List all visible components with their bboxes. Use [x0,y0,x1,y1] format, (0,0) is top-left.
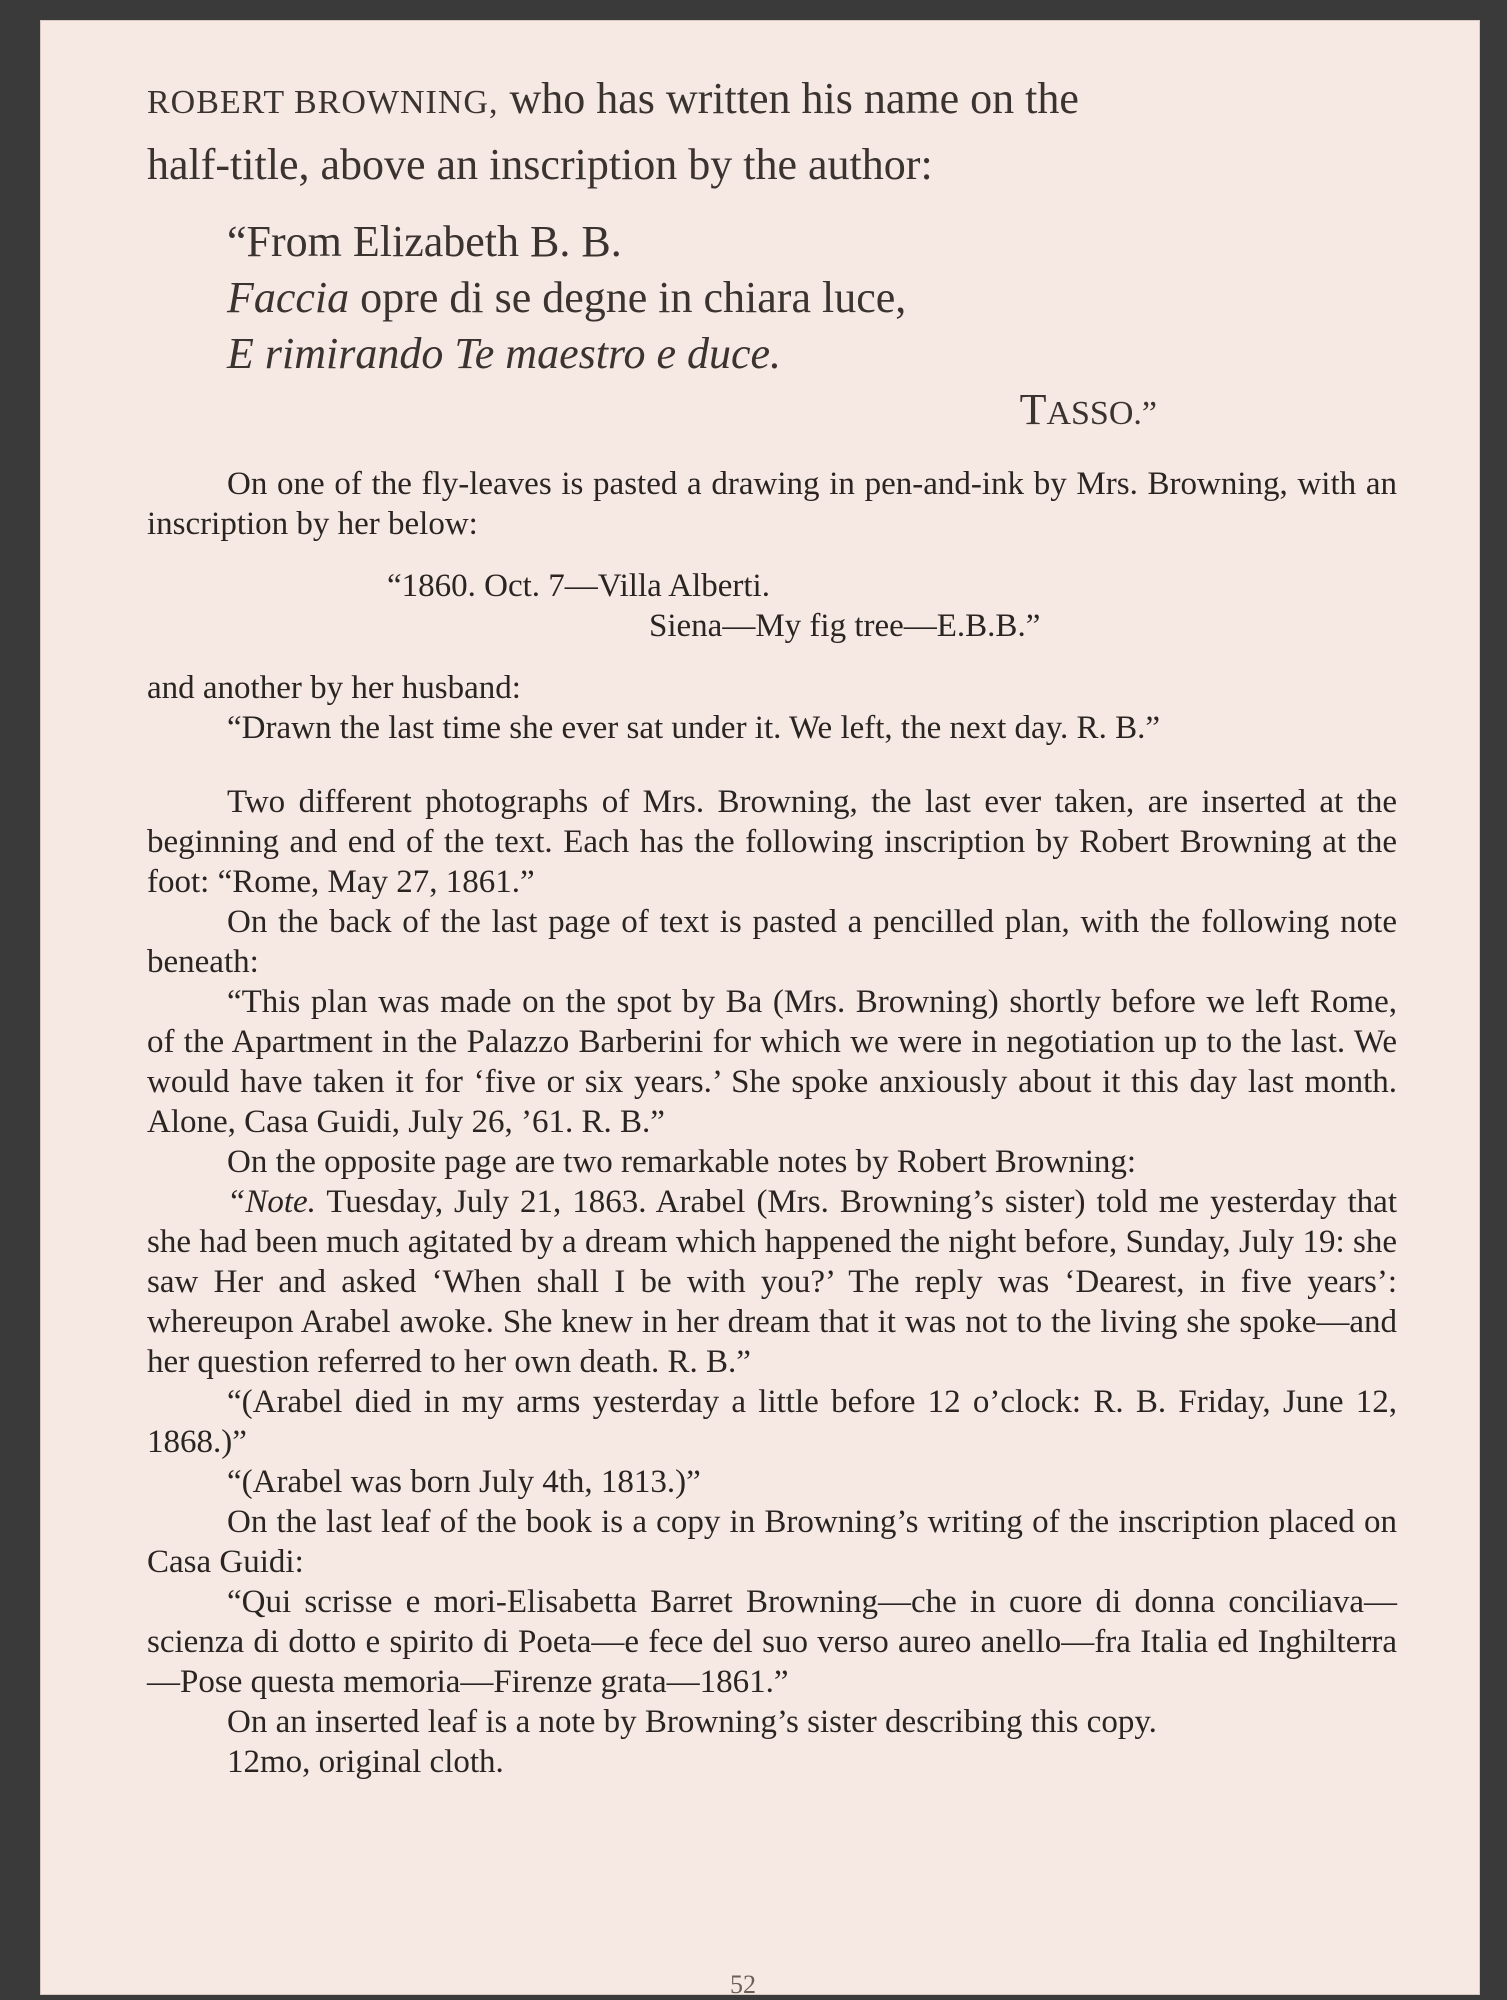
paragraph-last-leaf: On the last leaf of the book is a copy in Browning’s writing of the inscription placed on Casa Guidi: [147,1504,1397,1580]
paragraph-drawn: “Drawn the last time she ever sat under it. We left, the next day. R. B.” [227,710,1160,746]
signature-initial: T [1019,385,1047,434]
heading-line-1-rest: who has written his name on the [498,74,1079,123]
paragraph-husband: and another by her husband: [147,670,521,706]
inscription-line-3 [227,326,1397,382]
paragraph-fly-leaf: On one of the fly-leaves is pasted a drawing in pen-and-ink by Mrs. Browning, with an inscription by her below: [147,466,1397,542]
paragraph-plan-note: “This plan was made on the spot by Ba (Mrs. Browning) shortly before we left Rome, of the Apartment in the Palazzo Barberini for which we were in negotiation up to the last. We would have taken it for ‘five or six years.’ She spoke anxiously about it this day last month. Alone, Casa Guidi, July 26, ’61. R. B.” [147,984,1397,1140]
paragraph-format: 12mo, original cloth. [227,1744,504,1780]
paragraph-inserted-leaf: On an inserted leaf is a note by Browning’s sister describing this copy. [227,1704,1157,1740]
note-text: Tuesday, July 21, 1863. Arabel (Mrs. Browning’s sister) told me yesterday that she had been much agitated by a dream which happened the night before, Sunday, July 19: she saw Her and asked ‘When shall I be with you?’ The reply was ‘Dearest, in five years’: whereupon Arabel awoke. She knew in her dream that it was not to the living she spoke—and her question referred to her own death. R. B.” [147,1184,1397,1380]
paragraph-plan: On the back of the last page of text is pasted a pencilled plan, with the following note beneath: [147,904,1397,980]
signature-rest: ASSO.” [1046,395,1157,432]
inscription-signature [227,382,1397,442]
paragraph-arabel-born: “(Arabel was born July 4th, 1813.)” [227,1464,701,1500]
paragraph-photographs: Two different photographs of Mrs. Browning, the last ever taken, are inserted at the beginning and end of the text. Each has the following inscription by Robert Browning at the foot: “Rome, May 27, 1861.” [147,784,1397,900]
document-page [40,20,1480,1999]
inscription-italic-word: Faccia [227,273,350,322]
inscription-line-2 [227,270,1397,326]
body-text [147,464,1397,1782]
author-name: ROBERT BROWNING, [147,84,499,121]
note-label: “Note. [227,1184,316,1220]
page-number: 52 [730,1970,756,1999]
inscription-block [227,214,1397,442]
paragraph-casa-guidi: “Qui scrisse e mori-Elisabetta Barret Browning—che in cuore di donna conciliava—scienza di dotto e spirito di Poeta—e fece del suo verso aureo anello—fra Italia ed Inghilterra—Pose questa memoria—Firenze grata—1861.” [147,1584,1397,1700]
heading-line-2: half-title, above an inscription by the author: [147,140,933,189]
paragraph-arabel-died: “(Arabel died in my arms yesterday a little before 12 o’clock: R. B. Friday, June 12, 1868.)” [147,1384,1397,1460]
paragraph-note [147,1182,1397,1382]
inscription-line-2-rest: opre di se degne in chiara luce, [349,273,907,322]
page-text [147,68,1397,1782]
heading-line-1 [147,68,1397,134]
paragraph-opposite-page: On the opposite page are two remarkable notes by Robert Browning: [227,1144,1137,1180]
inscription-line-1: “From Elizabeth B. B. [227,217,622,266]
quote-1860-line-2: Siena—My fig tree—E.B.B.” [649,608,1041,644]
quote-1860-line-1: “1860. Oct. 7—Villa Alberti. [387,568,770,604]
inscription-line-3-text: E rimirando Te maestro e duce. [227,329,782,378]
